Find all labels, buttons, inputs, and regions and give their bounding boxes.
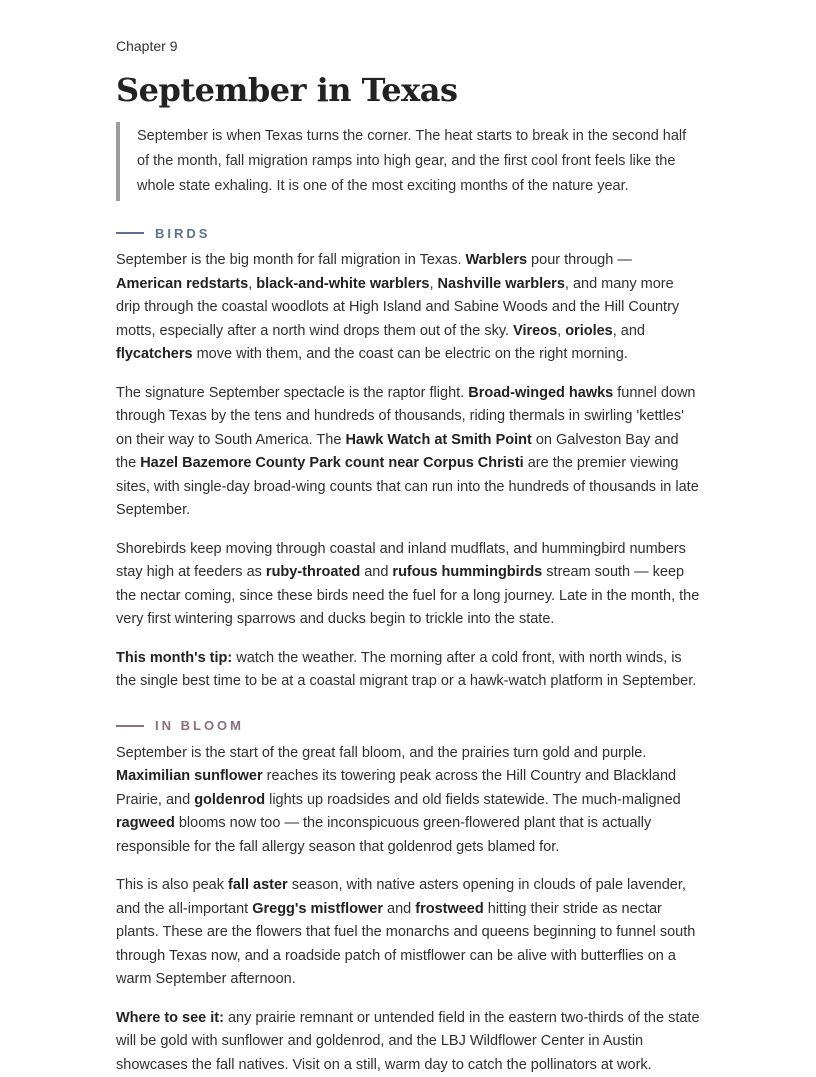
paragraph <box>116 382 700 523</box>
text-run: This is also peak <box>116 877 228 893</box>
heading-rule <box>116 232 144 234</box>
text-run: are the premier viewing sites, with single-day broad-wing counts that can run into the hundreds of thousands in late September. <box>116 455 699 518</box>
text-run: any prairie remnant or untended field in the eastern two-thirds of the state will be gold with sunflower and goldenrod, and the LBJ Wildflower Center in Austin showcases the fall natives. Visit on a still, warm day to catch the pollinators at work. <box>116 1010 700 1073</box>
text-run: , <box>557 323 565 339</box>
bold-term: Where to see it: <box>116 1010 224 1026</box>
text-run: watch the weather. The morning after a cold front, with north winds, is the single best time to be at a coastal migrant trap or a hawk-watch platform in September. <box>116 650 696 690</box>
bold-term: fall aster <box>228 877 288 893</box>
text-run: September is the start of the great fall bloom, and the prairies turn gold and purple. <box>116 745 646 761</box>
bold-term: black-and-white warblers <box>256 276 429 292</box>
text-run: The signature September spectacle is the raptor flight. <box>116 385 468 401</box>
paragraph <box>116 249 700 367</box>
section-in-bloom <box>116 716 700 1077</box>
bold-term: flycatchers <box>116 346 193 362</box>
text-run: , <box>248 276 256 292</box>
bold-term: orioles <box>565 323 613 339</box>
bold-term: American redstarts <box>116 276 248 292</box>
chapter-label: Chapter 9 <box>116 36 700 56</box>
bold-term: This month's tip: <box>116 650 232 666</box>
paragraph <box>116 742 700 860</box>
text-run: season, with native asters opening in clouds of pale lavender, and the all-important <box>116 877 686 917</box>
text-run: , and many more drip through the coastal woodlots at High Island and Sabine Woods and the Hill Country motts, especially after a north wind drops them out of the sky. <box>116 276 679 339</box>
section-heading-in-bloom <box>116 716 700 736</box>
text-run: reaches its towering peak across the Hill Country and Blackland Prairie, and <box>116 768 676 808</box>
section-birds <box>116 223 700 694</box>
bold-term: Vireos <box>513 323 557 339</box>
heading-rule <box>116 725 144 727</box>
bold-term: Gregg's mistflower <box>252 901 383 917</box>
text-run: hitting their stride as nectar plants. These are the flowers that fuel the monarchs and queens beginning to funnel south through Texas now, and a roadside patch of mistflower can be alive with butterflies on a warm September afternoon. <box>116 901 695 988</box>
text-run: Shorebirds keep moving through coastal and inland mudflats, and hummingbird numbers stay high at feeders as <box>116 541 686 581</box>
text-run: September is the big month for fall migration in Texas. <box>116 252 466 268</box>
section-heading-label: IN BLOOM <box>155 718 244 733</box>
bold-term: ruby-throated <box>266 564 360 580</box>
text-run: , and <box>613 323 645 339</box>
text-run: blooms now too — the inconspicuous green-flowered plant that is actually responsible for the fall allergy season that goldenrod gets blamed for. <box>116 815 651 855</box>
bold-term: Warblers <box>466 252 528 268</box>
text-run: move with them, and the coast can be electric on the right morning. <box>193 346 628 362</box>
text-run: , <box>429 276 437 292</box>
section-heading-label: BIRDS <box>155 226 210 241</box>
text-run: pour through — <box>527 252 632 268</box>
text-run: and <box>360 564 392 580</box>
where-to-see-paragraph <box>116 1007 700 1077</box>
text-run: on Galveston Bay and the <box>116 432 679 472</box>
bold-term: frostweed <box>415 901 484 917</box>
intro-quote: September is when Texas turns the corner. The heat starts to break in the second half of the month, fall migration ramps into high gear, and the first cool front feels like the whole state exhaling. It is one of the most exciting months of the nature year. <box>116 122 700 201</box>
bold-term: rufous hummingbirds <box>392 564 542 580</box>
section-heading-birds <box>116 223 700 243</box>
text-run: funnel down through Texas by the tens and hundreds of thousands, riding thermals in swirling 'kettles' on their way to South America. The <box>116 385 695 448</box>
chapter-title: September in Texas <box>116 70 700 110</box>
bold-term: Maximilian sunflower <box>116 768 263 784</box>
paragraph <box>116 538 700 632</box>
text-run: stream south — keep the nectar coming, since these birds need the fuel for a long journey. Late in the month, the very first wintering sparrows and ducks begin to trickle into the state. <box>116 564 699 627</box>
bold-term: goldenrod <box>194 792 265 808</box>
paragraph <box>116 874 700 992</box>
bold-term: Hawk Watch at Smith Point <box>345 432 531 448</box>
bold-term: Broad-winged hawks <box>468 385 613 401</box>
bold-term: Hazel Bazemore County Park count near Corpus Christi <box>140 455 524 471</box>
bold-term: Nashville warblers <box>438 276 565 292</box>
text-run: and <box>383 901 415 917</box>
bold-term: ragweed <box>116 815 175 831</box>
tip-paragraph <box>116 647 700 694</box>
text-run: lights up roadsides and old fields statewide. The much-maligned <box>265 792 681 808</box>
